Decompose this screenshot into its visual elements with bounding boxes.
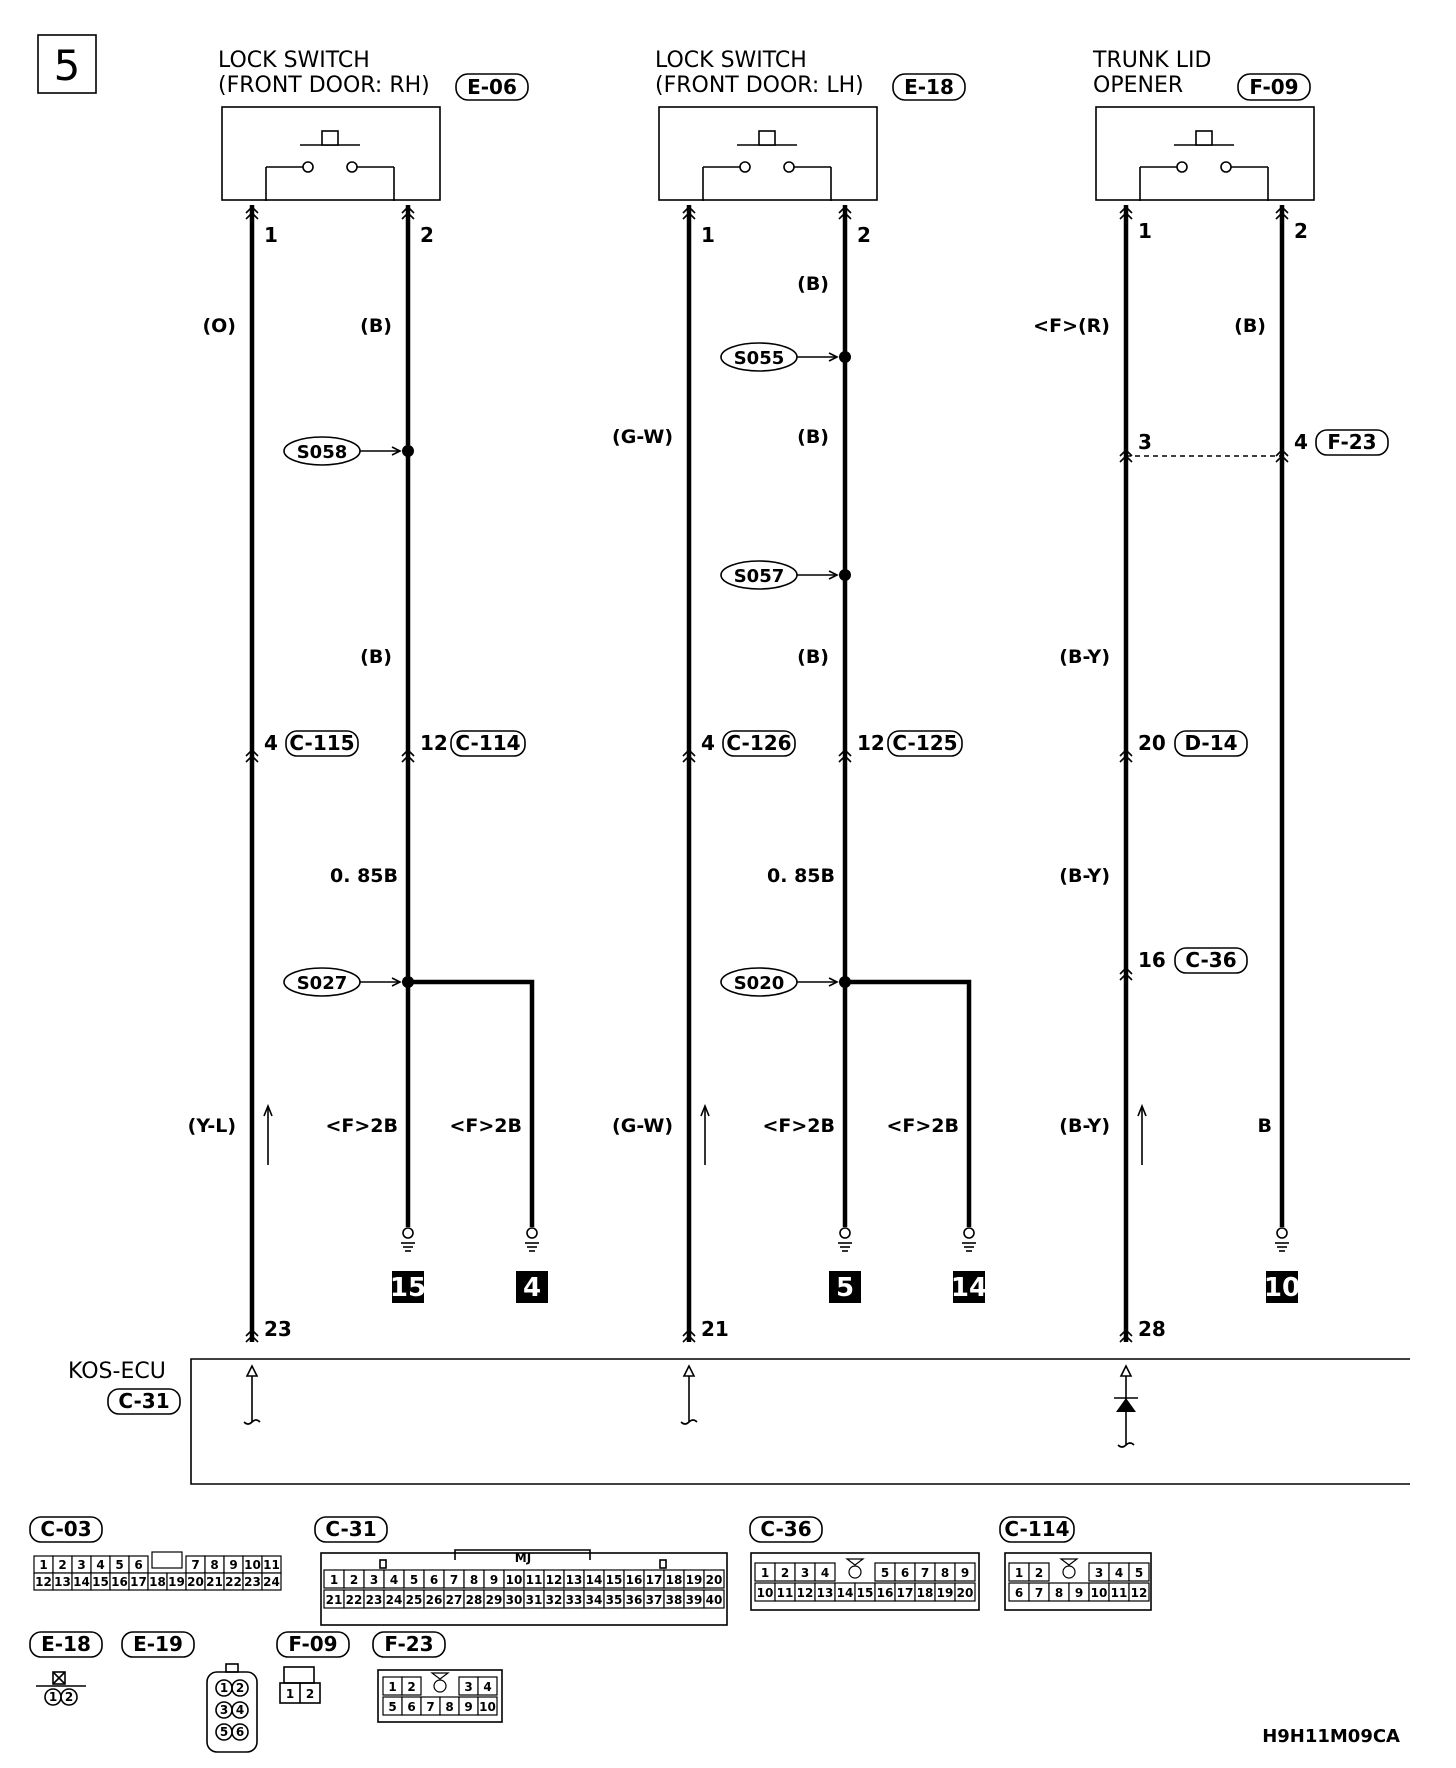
connector-pin: 2 (407, 1680, 416, 1694)
component-lock-switch-lh (655, 48, 965, 201)
connector-pin: 13 (816, 1586, 834, 1600)
connector-pin: 19 (168, 1575, 185, 1589)
connector-pin: 3 (1094, 1566, 1104, 1580)
connector-pin: 10 (756, 1586, 774, 1600)
ground-number: 4 (522, 1273, 542, 1303)
connector-pin: 2 (349, 1573, 359, 1587)
connector-pin: 6 (134, 1558, 143, 1572)
connector-pin: 1 (760, 1566, 770, 1580)
svg-text:2: 2 (235, 1681, 245, 1695)
component-name: (FRONT DOOR: LH) (655, 73, 864, 98)
svg-text:S058: S058 (296, 442, 348, 463)
connector-pin: 16 (111, 1575, 128, 1589)
connector-view-label: F-09 (288, 1632, 338, 1656)
connector-pin: 40 (705, 1593, 723, 1607)
wire-color-label: <F>2B (325, 1115, 398, 1137)
connector-pin: 5 (1134, 1566, 1144, 1580)
wire-color-label: (O) (202, 315, 236, 337)
svg-text:2: 2 (305, 1687, 315, 1701)
splice-s027 (284, 968, 414, 996)
pin-number: 1 (264, 223, 278, 247)
connector-pin: 16 (625, 1573, 643, 1587)
splices (284, 343, 851, 996)
wire-color-label: (B-Y) (1059, 865, 1110, 887)
connector-pin: 9 (489, 1573, 499, 1587)
connector-label: C-125 (892, 731, 958, 755)
connector-pin: 24 (385, 1593, 403, 1607)
wires (252, 205, 1282, 1342)
connector-label: F-09 (1249, 75, 1299, 99)
wire-color-label: (G-W) (612, 1115, 673, 1137)
wire-color-label: <F>(R) (1033, 315, 1110, 337)
connector-pin: 9 (1074, 1586, 1084, 1600)
connector-label: C-126 (726, 731, 792, 755)
ecu-pin: 21 (701, 1317, 729, 1341)
connector-pin: 5 (115, 1558, 124, 1572)
connector-pin: 21 (206, 1575, 223, 1589)
connector-pin: 3 (464, 1680, 473, 1694)
connector-pin: 4 (483, 1680, 492, 1694)
component-name: (FRONT DOOR: RH) (218, 73, 430, 98)
connector-pin: 15 (605, 1573, 623, 1587)
connector-pin: 22 (345, 1593, 363, 1607)
connector-pin: 12 (35, 1575, 52, 1589)
connector-pin: 38 (665, 1593, 683, 1607)
connector-pin: 11 (263, 1558, 280, 1572)
connector-pin: 20 (705, 1573, 723, 1587)
svg-text:S020: S020 (733, 973, 785, 994)
splice-s020 (721, 968, 851, 996)
connector-pin: 17 (896, 1586, 914, 1600)
connector-pin: 6 (407, 1700, 416, 1714)
connector-pin: 5 (880, 1566, 890, 1580)
connector-c36-grid (755, 1559, 975, 1601)
connector-e18-view (36, 1672, 86, 1705)
connector-view-label: F-23 (384, 1632, 434, 1656)
connector-pin: 14 (73, 1575, 90, 1589)
splice-s055 (721, 343, 851, 371)
connector-pin: 29 (485, 1593, 503, 1607)
connector-pin: 5 (388, 1700, 397, 1714)
connector-view-label: E-19 (133, 1632, 183, 1656)
connector-pin: 1 (1014, 1566, 1024, 1580)
connector-pin: 6 (1014, 1586, 1024, 1600)
pin-number: 2 (1294, 219, 1308, 243)
connector-pin: 28 (465, 1593, 483, 1607)
component-trunk-lid-opener (1092, 48, 1314, 201)
splice-s058 (284, 437, 414, 465)
connector-pin: 15 (92, 1575, 109, 1589)
wire-color-label: <F>2B (886, 1115, 959, 1137)
connector-pin: 9 (229, 1558, 238, 1572)
connector-label: F-23 (1327, 430, 1377, 454)
connector-pin: 7 (1034, 1586, 1044, 1600)
component-lock-switch-rh (218, 48, 528, 201)
connector-pin: 14 (836, 1586, 854, 1600)
connector-pin: 17 (645, 1573, 663, 1587)
connector-pin: 4 (1114, 1566, 1124, 1580)
connector-pin: 1 (388, 1680, 397, 1694)
ground-number: 10 (1263, 1273, 1301, 1303)
connector-c31-grid (324, 1570, 724, 1608)
connector-pin: 16 (876, 1586, 894, 1600)
pin-number: 2 (420, 223, 434, 247)
wire-color-label: (Y-L) (187, 1115, 236, 1137)
connector-pin: 3 (77, 1558, 86, 1572)
pin-number: 4 (701, 731, 715, 755)
wire-color-label: (B) (1234, 315, 1266, 337)
connector-pin: 36 (625, 1593, 643, 1607)
connector-view-label: E-18 (41, 1632, 91, 1656)
connector-pin: 4 (389, 1573, 399, 1587)
connector-pin: 20 (956, 1586, 974, 1600)
connector-view-label: C-114 (1004, 1517, 1070, 1541)
page-number: 5 (53, 41, 81, 90)
connector-pin: 7 (426, 1700, 435, 1714)
splice-s057 (721, 561, 851, 589)
connector-pin: 10 (1090, 1586, 1108, 1600)
wire-color-label: (G-W) (612, 426, 673, 448)
connector-pin: 4 (96, 1558, 105, 1572)
connector-pin: 18 (149, 1575, 166, 1589)
connector-label: C-114 (455, 731, 521, 755)
pin-number: 1 (701, 223, 715, 247)
connector-pin: 35 (605, 1593, 623, 1607)
svg-text:1: 1 (48, 1690, 58, 1704)
connector-pin: 8 (469, 1573, 479, 1587)
connector-label: C-36 (1185, 948, 1237, 972)
connector-pin: 19 (936, 1586, 954, 1600)
svg-text:1: 1 (219, 1681, 229, 1695)
wire-color-label: (B) (797, 426, 829, 448)
connector-pin: 8 (445, 1700, 454, 1714)
component-name: TRUNK LID (1093, 48, 1212, 73)
pin-number: 4 (1294, 430, 1308, 454)
connector-pin: 32 (545, 1593, 563, 1607)
wire-color-label: (B) (797, 646, 829, 668)
connector-pin: 21 (325, 1593, 343, 1607)
connector-pin: 20 (187, 1575, 204, 1589)
connector-label: E-18 (904, 75, 954, 99)
connector-label: C-115 (289, 731, 355, 755)
wire-lh-branch (845, 982, 969, 1227)
connector-pin: 26 (425, 1593, 443, 1607)
connector-pin: 19 (685, 1573, 703, 1587)
connector-pin: 17 (130, 1575, 147, 1589)
wire-gauge-label: 0. 85B (767, 865, 835, 887)
connector-pin: 10 (479, 1700, 496, 1714)
connector-pin: 11 (1110, 1586, 1128, 1600)
inline-connectors (246, 430, 1388, 980)
wire-color-label: B (1257, 1115, 1272, 1137)
svg-text:S057: S057 (733, 566, 785, 587)
connector-pin: 27 (445, 1593, 463, 1607)
connector-pin: 8 (940, 1566, 950, 1580)
connector-pin: 11 (776, 1586, 794, 1600)
connector-pin: 11 (525, 1573, 543, 1587)
component-name: LOCK SWITCH (218, 48, 370, 73)
connector-pin: 8 (1054, 1586, 1064, 1600)
connector-pin: 8 (210, 1558, 219, 1572)
connector-pin: 39 (685, 1593, 703, 1607)
connector-tag: MJ (514, 1551, 532, 1565)
pin-number: 4 (264, 731, 278, 755)
connector-pin: 18 (665, 1573, 683, 1587)
connector-pin: 7 (191, 1558, 200, 1572)
connector-label: D-14 (1184, 731, 1238, 755)
pin-number: 1 (1138, 219, 1152, 243)
connector-c03-grid (34, 1552, 281, 1590)
ecu-kos (68, 1317, 1410, 1484)
connector-pin: 4 (820, 1566, 830, 1580)
connector-pin: 18 (916, 1586, 934, 1600)
connector-pin: 13 (54, 1575, 71, 1589)
component-name: OPENER (1093, 73, 1184, 98)
connector-e19-view (207, 1664, 257, 1752)
connector-pin: 30 (505, 1593, 523, 1607)
connector-pin: 2 (58, 1558, 67, 1572)
svg-text:4: 4 (235, 1703, 245, 1717)
wire-color-label: (B-Y) (1059, 1115, 1110, 1137)
pin-number: 2 (857, 223, 871, 247)
connector-pin: 13 (565, 1573, 583, 1587)
connector-pin: 14 (585, 1573, 603, 1587)
connector-pin: 10 (244, 1558, 261, 1572)
wire-labels (188, 273, 1272, 1137)
svg-text:1: 1 (285, 1687, 295, 1701)
connector-view-label: C-31 (325, 1517, 377, 1541)
connector-view-label: C-03 (40, 1517, 92, 1541)
connector-f23-grid (383, 1673, 497, 1715)
ground-number: 14 (950, 1273, 988, 1303)
connector-pin: 10 (505, 1573, 523, 1587)
connector-view-label: C-36 (760, 1517, 812, 1541)
wire-color-label: (B) (360, 315, 392, 337)
wire-gauge-label: 0. 85B (330, 865, 398, 887)
connector-pin: 7 (920, 1566, 930, 1580)
svg-text:3: 3 (219, 1703, 229, 1717)
connector-pin: 37 (645, 1593, 663, 1607)
ecu-pin: 23 (264, 1317, 292, 1341)
connector-pin: 6 (429, 1573, 439, 1587)
connector-label: E-06 (467, 75, 517, 99)
connector-pin: 3 (369, 1573, 379, 1587)
connector-pin: 25 (405, 1593, 423, 1607)
connector-pin: 2 (1034, 1566, 1044, 1580)
connector-pin: 5 (409, 1573, 419, 1587)
connector-pin: 33 (565, 1593, 583, 1607)
connector-pin: 9 (464, 1700, 473, 1714)
component-pins (246, 207, 1308, 247)
figure-code: H9H11M09CA (1262, 1726, 1400, 1747)
ecu-connector: C-31 (118, 1389, 170, 1413)
connector-pin: 24 (263, 1575, 280, 1589)
connector-pin: 23 (365, 1593, 383, 1607)
connector-pin: 7 (449, 1573, 459, 1587)
connector-f09-view (280, 1667, 320, 1703)
connector-views (30, 1517, 1151, 1752)
ground-number: 5 (835, 1273, 855, 1303)
svg-text:S055: S055 (733, 348, 785, 369)
connector-pin: 1 (329, 1573, 339, 1587)
connector-pin: 9 (960, 1566, 970, 1580)
grounds (390, 1228, 1300, 1303)
connector-pin: 12 (545, 1573, 563, 1587)
wire-color-label: <F>2B (449, 1115, 522, 1137)
wire-color-label: (B) (360, 646, 392, 668)
wire-color-label: (B) (797, 273, 829, 295)
pin-number: 3 (1138, 430, 1152, 454)
connector-pin: 15 (856, 1586, 874, 1600)
wire-color-label: <F>2B (762, 1115, 835, 1137)
wire-color-label: (B-Y) (1059, 646, 1110, 668)
pin-number: 12 (857, 731, 885, 755)
ecu-pin: 28 (1138, 1317, 1166, 1341)
connector-pin: 1 (39, 1558, 48, 1572)
ground-number: 15 (389, 1273, 427, 1303)
pin-number: 20 (1138, 731, 1166, 755)
connector-pin: 23 (244, 1575, 261, 1589)
connector-pin: 12 (796, 1586, 814, 1600)
svg-text:5: 5 (219, 1725, 229, 1739)
pin-number: 12 (420, 731, 448, 755)
svg-text:2: 2 (64, 1690, 74, 1704)
connector-pin: 22 (225, 1575, 242, 1589)
svg-text:6: 6 (235, 1725, 245, 1739)
connector-pin: 12 (1130, 1586, 1148, 1600)
ecu-name: KOS-ECU (68, 1359, 166, 1384)
connector-pin: 2 (780, 1566, 790, 1580)
svg-text:S027: S027 (296, 973, 348, 994)
pin-number: 16 (1138, 948, 1166, 972)
connector-c114-grid (1009, 1559, 1149, 1601)
connector-pin: 3 (800, 1566, 810, 1580)
wire-rh-branch (408, 982, 532, 1227)
connector-pin: 34 (585, 1593, 603, 1607)
connector-pin: 31 (525, 1593, 543, 1607)
connector-pin: 6 (900, 1566, 910, 1580)
component-name: LOCK SWITCH (655, 48, 807, 73)
